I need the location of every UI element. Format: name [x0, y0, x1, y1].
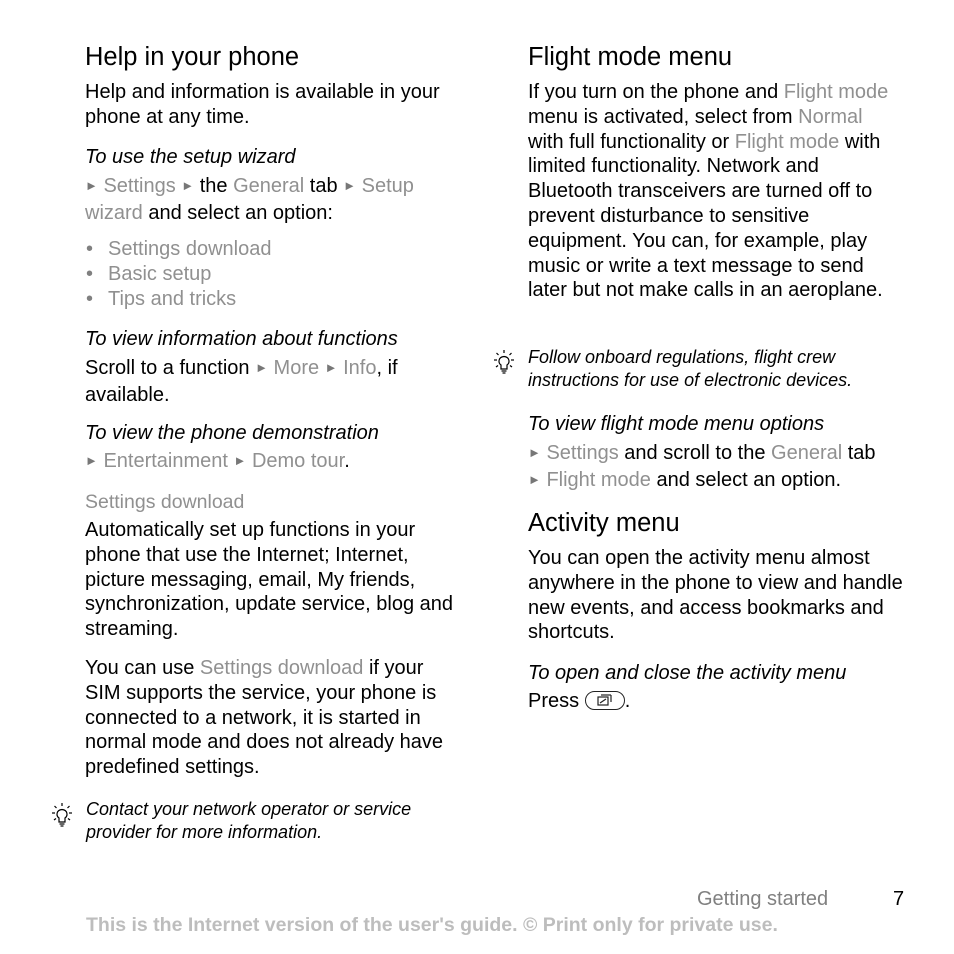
arrow-icon: ► — [528, 445, 541, 460]
menu-settings: Settings — [103, 175, 176, 197]
menu-flight-mode: Flight mode — [783, 81, 889, 103]
setup-wizard-instruction: ► Settings ► the General tab ► Setup wizard and select an option: — [85, 175, 414, 224]
menu-settings: Settings — [546, 442, 619, 464]
lightbulb-icon — [48, 801, 78, 831]
heading-open-close-activity: To open and close the activity menu — [528, 662, 847, 684]
menu-demo-tour: Demo tour — [251, 450, 345, 472]
heading-flight-mode-options: To view flight mode menu options — [528, 413, 825, 435]
menu-normal: Normal — [798, 105, 863, 128]
heading-flight-mode-menu: Flight mode menu — [528, 43, 733, 71]
menu-setup-wizard: Setup wizard — [85, 175, 414, 224]
settings-download-para2: You can use Settings download if your SIM supports the service, your phone is connected to a network, it is started in normal mode and does not already have predefined settings. — [85, 657, 444, 779]
arrow-icon: ► — [324, 360, 338, 375]
list-item: • Basic setup — [85, 262, 271, 287]
heading-view-info: To view information about functions — [85, 328, 398, 350]
footer-section-name: Getting started — [697, 888, 829, 910]
list-item: • Tips and tricks — [85, 287, 271, 312]
page-number: 7 — [893, 888, 905, 910]
activity-key-glyph-icon — [597, 694, 613, 707]
menu-settings-download: Settings download — [199, 657, 364, 679]
lightbulb-icon — [490, 348, 520, 378]
help-intro: Help and information is available in your phone at any time. — [85, 81, 440, 128]
arrow-icon: ► — [343, 178, 357, 193]
activity-menu-key-icon — [585, 691, 625, 710]
footer-disclaimer: This is the Internet version of the user's guide. © Print only for private use. — [86, 914, 778, 936]
tip-onboard-regulations: Follow onboard regulations, flight crew instructions for use of electronic devices. — [528, 347, 853, 391]
menu-entertainment: Entertainment — [103, 450, 228, 472]
arrow-icon: ► — [233, 453, 247, 468]
heading-activity-menu: Activity menu — [528, 509, 680, 537]
view-info-instruction: Scroll to a function ► More ► Info, if available. — [85, 357, 398, 406]
menu-flight-mode: Flight mode — [734, 130, 840, 153]
menu-more: More — [273, 357, 320, 379]
setup-options-list — [85, 237, 271, 311]
list-item: • Settings download — [85, 237, 271, 262]
menu-general: General — [771, 442, 843, 464]
menu-info: Info — [343, 357, 377, 379]
activity-menu-para: You can open the activity menu almost anywhere in the phone to view and handle new events, and access bookmarks and shortcuts. — [528, 547, 903, 644]
tip-contact-operator: Contact your network operator or service provider for more information. — [86, 799, 412, 843]
heading-setup-wizard: To use the setup wizard — [85, 146, 296, 168]
settings-download-para1: Automatically set up functions in your phone that use the Internet; Internet, picture messaging, email, My friends, synchronization, update service, blog and streaming. — [85, 519, 454, 641]
arrow-icon: ► — [528, 471, 541, 487]
demo-instruction: ► Entertainment ► Demo tour. — [85, 450, 350, 472]
arrow-icon: ► — [181, 178, 195, 193]
arrow-icon: ► — [85, 178, 98, 193]
menu-general: General — [233, 175, 305, 197]
arrow-icon: ► — [255, 360, 268, 375]
flight-mode-para: If you turn on the phone and Flight mode menu is activated, select from Normal with full functionality or Flight mode with limited functionality. Network and Bluetooth transceivers are turned off to prevent disturbance to sensitive equipment. You can, for example, play music or write a text message to send later but not make calls in an aeroplane. — [528, 81, 889, 302]
menu-flight-mode: Flight mode — [546, 468, 651, 491]
heading-help-in-your-phone: Help in your phone — [85, 43, 300, 71]
heading-demo: To view the phone demonstration — [85, 422, 379, 444]
open-close-instruction: Press . — [528, 690, 631, 712]
flight-options-instruction: ► Settings and scroll to the General tab ► Flight mode and select an option. — [528, 442, 876, 491]
heading-settings-download: Settings download — [85, 491, 245, 513]
arrow-icon: ► — [85, 453, 98, 468]
